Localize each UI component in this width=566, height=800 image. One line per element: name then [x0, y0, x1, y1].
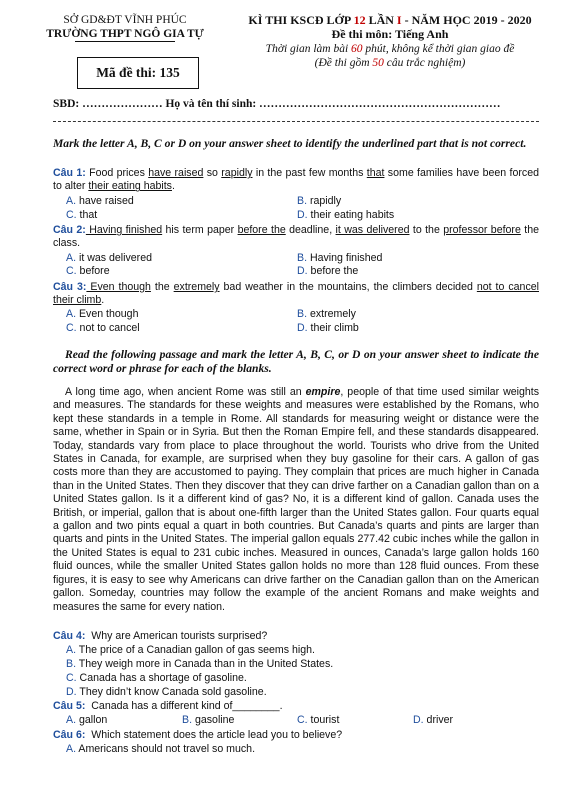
candidate-info-line: SBD: ………………… Họ và tên thí sinh: ………………………………………………………: [53, 98, 501, 110]
q-text: to the: [409, 224, 444, 236]
underlined-part: rapidly: [221, 167, 253, 179]
q5-option-a[interactable]: [66, 714, 107, 727]
option-text: driver: [426, 714, 454, 726]
option-letter: D.: [66, 686, 77, 698]
q-text: the class.: [53, 224, 539, 250]
q-text: Which statement does the article lead you to believe?: [85, 729, 343, 741]
title-part: - NĂM HỌC 2019 - 2020: [401, 13, 532, 27]
underlined-part: it was delivered: [335, 224, 410, 236]
option-text: Americans should not travel so much.: [78, 743, 256, 755]
q4-option-d[interactable]: [66, 686, 267, 699]
q-text: .: [101, 294, 105, 307]
option-text: it was delivered: [78, 252, 152, 264]
count-part: câu trắc nghiệm): [383, 57, 466, 69]
q4-option-a[interactable]: [66, 644, 315, 657]
question-5: [53, 700, 539, 713]
duration-part: Thời gian làm bài: [265, 43, 352, 55]
title-part: KÌ THI KSCĐ LỚP: [248, 13, 354, 27]
option-text: rapidly: [309, 195, 342, 207]
option-text: gasoline: [194, 714, 235, 726]
passage-text: , people of that time used similar weights and measures. The standards for these weights and measures were established by the Romans, who kept these standards in a temple in Rome. All standards for measuring weight or distance were the same, whether in Spain or in Syria. But then the Roman Empire fell, and these standards disappeared. Today, standards vary from place to place throughout the world. Tourists who drive from the United States in Canada, for example, are surprised when they buy gasoline for their cars. A gallon of gas costs more than they are accustomed to paying. They complain that prices are much higher in Canada than in the United States. Then they discover that they can drive farther on a Canadian gallon than on a United States gallon. Is it a different kind of gas? No, it is a different kind of gallon. Canada uses the British, or imperial, gallon that is about one-fifth larger than the United States gallon. Four quarts equal a gallon and two pints equal a quart in both countries. But Canada’s quarts and pints are larger than quarts and pints in the United States. The imperial gallon equals 277.42 cubic inches while the gallon in the United States is equal to 231 cubic inches. Measured in ounces, Canada’s large gallon holds 160 fluid ounces, while the smaller United States gallon holds no more than 128 fluid ounces. From these figures, it is easy to see why Americans can drive farther on the Canadian gallon than on the American gallon. Someday, countries may follow the example of the ancient Romans and make weights and measures the same for every nation.: [53, 386, 540, 613]
option-letter: A.: [66, 308, 77, 320]
duration-part: phút, không kể thời gian giao đề: [362, 43, 515, 55]
question-6: [53, 729, 539, 742]
option-letter: D.: [297, 265, 308, 277]
question-1: [53, 167, 539, 194]
exam-title: [240, 13, 540, 27]
option-text: extremely: [309, 308, 356, 320]
round-number: I: [396, 13, 402, 27]
option-letter: C.: [66, 265, 77, 277]
option-text: They didn’t know Canada sold gasoline.: [79, 686, 267, 698]
q-text: bad weather in the mountains, the climbers decided: [219, 281, 477, 293]
option-letter: C.: [297, 714, 308, 726]
underlined-part: their eating habits: [88, 180, 172, 193]
reading-passage: [53, 386, 539, 614]
option-letter: A.: [66, 743, 77, 755]
option-text: that: [79, 209, 98, 221]
q5-option-d[interactable]: [413, 714, 453, 727]
option-text: Even though: [78, 308, 139, 320]
q2-option-b[interactable]: [297, 252, 382, 265]
exam-code-box: Mã đề thi: 135: [77, 57, 199, 89]
underlined-part: that: [366, 167, 385, 179]
underlined-part: Even though: [86, 281, 151, 293]
underlined-part: have raised: [148, 167, 204, 179]
option-letter: B.: [66, 658, 77, 670]
section1-instruction: Mark the letter A, B, C or D on your answer sheet to identify the underlined part that is not correct.: [53, 137, 527, 150]
q-text: Canada has a different kind of________.: [85, 700, 283, 712]
q-text: in the past few months: [252, 167, 367, 179]
option-text: their climb: [310, 322, 359, 334]
q4-option-c[interactable]: [66, 672, 247, 685]
option-text: Having finished: [309, 252, 383, 264]
q-text: some families have been forced to alter: [53, 167, 539, 193]
q1-option-d[interactable]: [297, 209, 394, 222]
underlined-part: not to cancel: [476, 281, 539, 293]
q2-option-c[interactable]: [66, 265, 110, 278]
option-letter: D.: [413, 714, 424, 726]
option-text: Canada has a shortage of gasoline.: [79, 672, 247, 684]
section2-instruction: Read the following passage and mark the letter A, B, C, or D on your answer sheet to indicate the correct word or phrase for each of the blanks.: [53, 348, 539, 375]
option-text: gallon: [78, 714, 108, 726]
q3-option-b[interactable]: [297, 308, 356, 321]
q4-option-b[interactable]: [66, 658, 333, 671]
passage-text: A long time ago, when ancient Rome was still an: [65, 386, 306, 398]
option-text: have raised: [78, 195, 134, 207]
option-text: They weigh more in Canada than in the United States.: [78, 658, 334, 670]
option-text: before: [79, 265, 110, 277]
option-text: before the: [310, 265, 359, 277]
option-letter: B.: [297, 195, 308, 207]
question-2: [53, 224, 539, 251]
question-3: [53, 281, 539, 308]
q1-option-b[interactable]: [297, 195, 341, 208]
underlined-part: professor before: [443, 224, 521, 236]
question-4: [53, 630, 539, 643]
option-text: tourist: [310, 714, 340, 726]
underlined-part: their climb: [53, 294, 102, 307]
option-text: their eating habits: [310, 209, 395, 221]
option-letter: D.: [297, 209, 308, 221]
q-text: Food prices: [85, 167, 149, 179]
q1-option-c[interactable]: [66, 209, 97, 222]
option-letter: C.: [66, 322, 77, 334]
underlined-part: extremely: [173, 281, 220, 293]
option-letter: B.: [297, 252, 308, 264]
option-letter: A.: [66, 252, 77, 264]
q-text: so: [203, 167, 222, 179]
q3-option-a[interactable]: [66, 308, 138, 321]
q3-option-d[interactable]: [297, 322, 359, 335]
option-text: The price of a Canadian gallon of gas seems high.: [78, 644, 315, 656]
q2-option-a[interactable]: [66, 252, 152, 265]
emphasized-word: empire: [305, 386, 341, 398]
q6-option-a[interactable]: [66, 743, 255, 756]
count-part: (Đề thi gồm: [314, 57, 373, 69]
option-letter: B.: [297, 308, 308, 320]
q-text: .: [171, 180, 175, 193]
q-text: the: [150, 281, 174, 293]
q-text: his term paper: [162, 224, 238, 236]
school-underline: [75, 41, 175, 42]
underlined-part: before the: [237, 224, 286, 236]
duration-minutes: 60: [351, 43, 363, 55]
dept-name: SỞ GD&ĐT VĨNH PHÚC: [63, 14, 187, 26]
exam-subject: Đề thi môn: Tiếng Anh: [331, 27, 449, 41]
q5-option-c[interactable]: [297, 714, 339, 727]
option-letter: C.: [66, 672, 77, 684]
q2-option-d[interactable]: [297, 265, 358, 278]
question-label: Câu 2:: [53, 224, 86, 236]
option-letter: A.: [66, 644, 77, 656]
question-label: Câu 1:: [53, 167, 86, 179]
question-count: [240, 56, 540, 70]
q1-option-a[interactable]: [66, 195, 134, 208]
question-label: Câu 6:: [53, 729, 86, 741]
school-name: TRƯỜNG THPT NGÔ GIA TỰ: [46, 28, 204, 40]
q5-option-b[interactable]: [182, 714, 234, 727]
exam-duration: [240, 42, 540, 56]
grade-number: 12: [353, 13, 366, 27]
question-label: Câu 3:: [53, 281, 87, 293]
option-letter: C.: [66, 209, 77, 221]
option-letter: D.: [297, 322, 308, 334]
option-letter: B.: [182, 714, 193, 726]
question-label: Câu 4:: [53, 630, 86, 642]
title-part: LẦN: [365, 13, 397, 27]
q3-option-c[interactable]: [66, 322, 140, 335]
question-label: Câu 5:: [53, 700, 86, 712]
count-number: 50: [372, 57, 384, 69]
q-text: deadline,: [285, 224, 336, 236]
option-text: not to cancel: [79, 322, 140, 334]
option-letter: A.: [66, 714, 77, 726]
header-divider: [53, 121, 539, 122]
q-text: Why are American tourists surprised?: [85, 630, 268, 642]
option-letter: A.: [66, 195, 77, 207]
underlined-part: Having finished: [85, 224, 163, 236]
